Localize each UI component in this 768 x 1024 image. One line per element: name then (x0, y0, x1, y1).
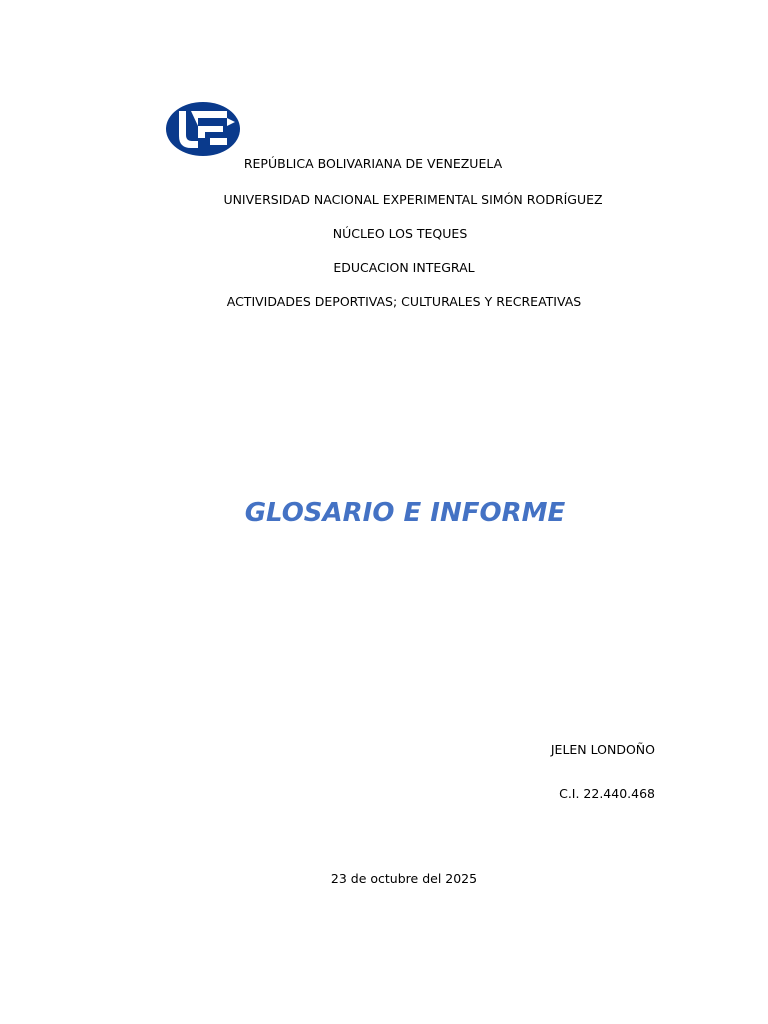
nucleus-heading: NÚCLEO LOS TEQUES (332, 226, 468, 241)
author-name: JELEN LONDOÑO (550, 742, 655, 757)
country-heading: REPÚBLICA BOLIVARIANA DE VENEZUELA (243, 156, 503, 171)
document-title: GLOSARIO E INFORME (244, 498, 566, 528)
university-heading: UNIVERSIDAD NACIONAL EXPERIMENTAL SIMÓN RODRÍGUEZ (223, 192, 603, 207)
university-logo-icon (165, 101, 241, 157)
program-heading: EDUCACION INTEGRAL (333, 260, 475, 275)
author-id: C.I. 22.440.468 (559, 786, 655, 801)
document-date: 23 de octubre del 2025 (330, 871, 478, 886)
course-heading: ACTIVIDADES DEPORTIVAS; CULTURALES Y RECREATIVAS (226, 294, 582, 309)
